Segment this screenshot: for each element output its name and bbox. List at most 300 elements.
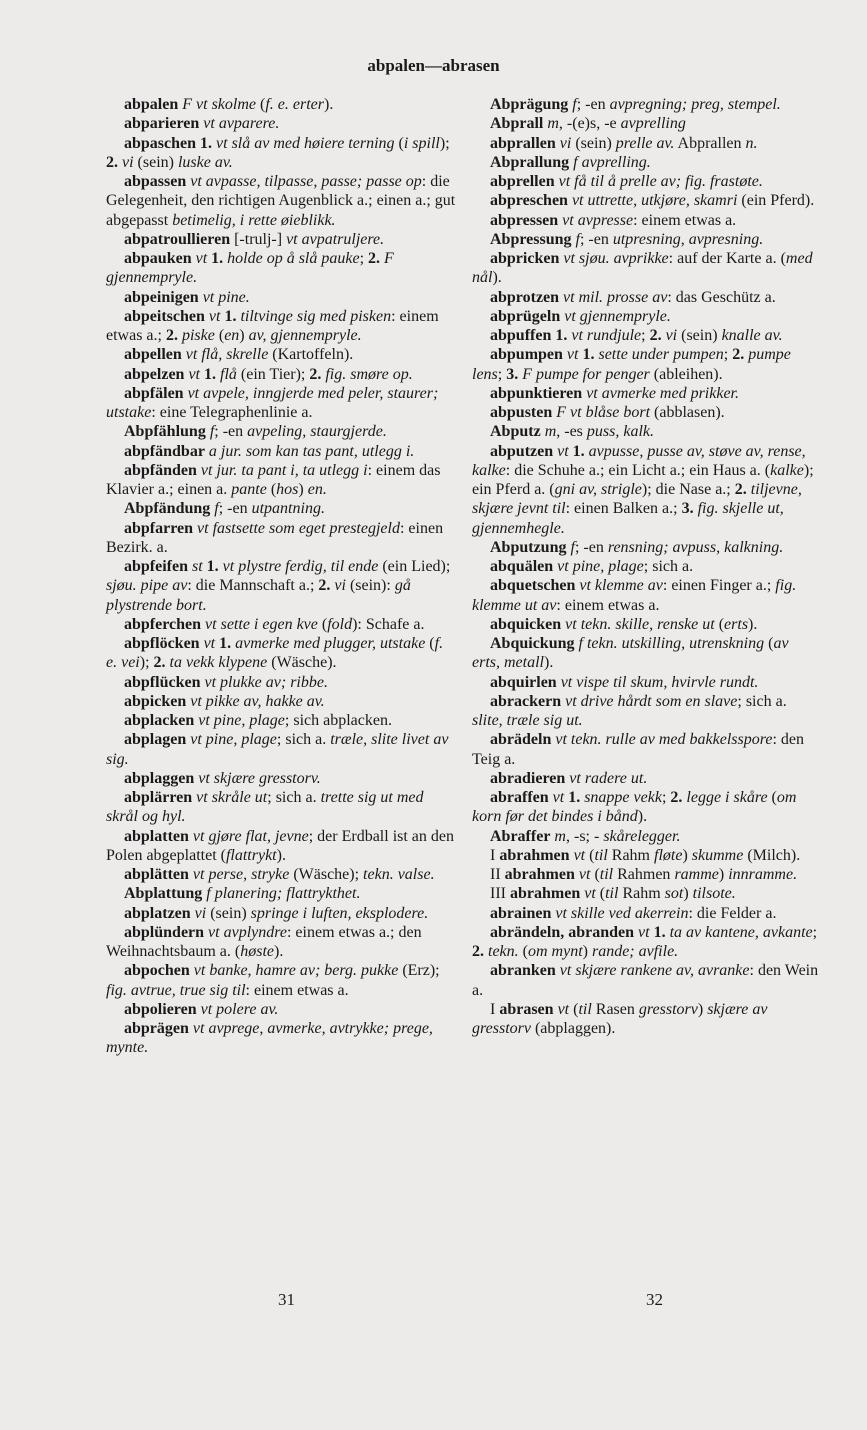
entry-text: : einen Balken a.; (565, 500, 682, 518)
italic-text: avpregning; preg, stempel. (609, 96, 781, 113)
entry-text: (sein) (571, 134, 616, 152)
dictionary-entry (472, 557, 820, 576)
entry-text: ( (590, 866, 600, 883)
dictionary-entry (106, 288, 456, 307)
italic-text: ta av kantene, avkante (669, 923, 813, 941)
dictionary-entry (472, 865, 820, 884)
dictionary-entry (106, 172, 456, 230)
headword: 2. (165, 327, 178, 344)
italic-text: hos (276, 481, 299, 498)
italic-text: om korn før det bindes i bånd (472, 789, 797, 826)
entry-text: ; -en (214, 423, 248, 441)
dictionary-entry (106, 519, 456, 558)
italic-text: springe i luften, eksplodere. (250, 904, 429, 922)
headword: abpolieren (124, 1000, 197, 1018)
headword: abpellen (124, 346, 182, 364)
entry-text: : einem etwas a.; den Weihnachtsbaum a. ( (106, 923, 422, 960)
entry-text: ( (595, 885, 606, 903)
headword: abplätten (124, 866, 189, 883)
headword: abprügeln (490, 307, 561, 325)
headword: abrädeln (490, 731, 552, 749)
entry-text: I (490, 846, 500, 864)
entry-text: ; (812, 923, 818, 941)
dictionary-entry (472, 230, 820, 249)
italic-text: vt tekn. rulle av med bakkelsspore (555, 731, 773, 749)
dictionary-entry (106, 884, 456, 903)
headword: abplatten (124, 827, 189, 845)
dictionary-entry (472, 114, 820, 133)
italic-text: vt gjøre flat, jevne (192, 827, 309, 845)
headword: abpassen (124, 173, 187, 190)
italic-text: vt plystre ferdig, til ende (222, 558, 379, 575)
headword: abpflöcken (124, 635, 200, 652)
dictionary-entry (106, 384, 456, 423)
headword: Abputzung (490, 538, 567, 556)
dictionary-entry (106, 827, 456, 866)
italic-text: vt drive hårdt som en slave (565, 692, 738, 710)
dictionary-entry (106, 442, 456, 461)
entry-text: : auf der Karte a. ( (668, 250, 786, 267)
dictionary-entry (472, 95, 820, 114)
headword: abpressen (490, 211, 559, 229)
italic-text: n. (745, 134, 758, 152)
entry-text: (Kartoffeln). (268, 346, 354, 364)
italic-text: f (570, 538, 575, 556)
italic-text: fløte (654, 846, 683, 864)
dictionary-entry (106, 634, 456, 673)
dictionary-entry (472, 288, 820, 307)
headword: abranken (490, 962, 556, 980)
entry-text: : einen Bezirk. a. (106, 519, 444, 556)
headword: Abputz (490, 423, 541, 441)
entry-text: ( (714, 615, 725, 633)
headword: abpochen (124, 962, 190, 980)
dictionary-entry (472, 403, 820, 422)
italic-text: vt flå, skrelle (185, 346, 269, 364)
italic-text: m (544, 423, 557, 441)
headword: 2. (106, 153, 118, 171)
headword: abpauken (124, 250, 192, 267)
headword: abprotzen (490, 288, 560, 306)
italic-text: betimelig, i rette øieblikk. (172, 211, 336, 229)
entry-text: ; sich a. (737, 692, 787, 710)
italic-text: vt avpasse, tilpasse, passe; passe op (190, 173, 422, 190)
italic-text: vt pine, plage (190, 731, 277, 749)
italic-text: vi (334, 577, 346, 595)
entry-text: ; -en (579, 230, 613, 248)
italic-text: avpeling, staurgjerde. (247, 423, 387, 441)
entry-text: ); (439, 134, 450, 152)
dictionary-entry (106, 692, 456, 711)
headword: 3. (681, 500, 694, 518)
dictionary-entry (106, 134, 456, 173)
entry-text: (ein Pferd). (737, 192, 815, 210)
dictionary-entry (472, 904, 820, 923)
running-header: abpalen—abrasen (367, 56, 500, 75)
italic-text: vt polere av. (200, 1000, 279, 1018)
dictionary-entry (472, 827, 820, 846)
headword: abprägen (124, 1020, 189, 1037)
italic-text: f avprelling. (573, 153, 651, 171)
entry-text: (Wäsche); (289, 866, 364, 883)
italic-text: knalle av. (721, 327, 783, 344)
dictionary-entry (106, 923, 456, 962)
dictionary-entry (106, 673, 456, 692)
entry-text: : einem das Klavier a.; einen a. (106, 461, 441, 498)
italic-text: rande; avfile. (591, 943, 679, 960)
headword: abpelzen (124, 365, 185, 383)
dictionary-entry (472, 961, 820, 1000)
headword: abplagen (124, 731, 187, 749)
dictionary-entry (106, 249, 456, 288)
italic-text: F pumpe for penger (522, 365, 650, 383)
italic-text: om mynt (527, 943, 583, 960)
entry-text: : die Gelegenheit, den richtigen Augenblick a.; einen a.; gut abgepasst (106, 173, 456, 229)
entry-text: ) (697, 1000, 708, 1018)
entry-text: ) (682, 846, 692, 864)
entry-text: (sein) (133, 153, 178, 171)
dictionary-entry (472, 673, 820, 692)
italic-text: vi (122, 153, 134, 171)
entry-text: : den Wein a. (472, 962, 819, 999)
entry-text: Abprallen (674, 134, 746, 152)
dictionary-entry (472, 788, 820, 827)
headword: 2. (649, 327, 662, 344)
dictionary-entry (472, 730, 820, 769)
dictionary-entry (106, 345, 456, 364)
italic-text: fig. klemme ut av (472, 577, 797, 614)
italic-text: vt slå av med høiere terning (216, 134, 395, 152)
headword: 2. (732, 346, 745, 364)
headword: abrändeln, abranden (490, 923, 635, 941)
headword: 2. (734, 481, 747, 498)
entry-text: Rahm (618, 885, 665, 903)
entry-text: (ableihen). (649, 365, 723, 383)
headword: abpusten (490, 404, 553, 421)
italic-text: vt (203, 635, 216, 652)
italic-text: vt banke, hamre av; berg. pukke (193, 962, 399, 980)
italic-text: høste (240, 943, 274, 960)
italic-text: vt avprege, avmerke, avtrykke; prege, mynte. (106, 1020, 433, 1057)
headword: 1. (568, 789, 581, 806)
italic-text: trette sig ut med skrål og hyl. (106, 789, 424, 826)
headword: 2. (368, 250, 381, 267)
dictionary-entry (472, 211, 820, 230)
dictionary-entry (106, 95, 456, 114)
entry-text: (Milch). (743, 846, 801, 864)
italic-text: f planering; flattrykthet. (206, 885, 361, 903)
headword: 1. (653, 923, 666, 941)
italic-text: f (209, 423, 215, 441)
entry-text: : das Geschütz a. (667, 288, 776, 306)
italic-text: skårelegger. (603, 827, 681, 845)
italic-text: vt sette i egen kve (205, 615, 318, 633)
headword: Abplattung (124, 885, 203, 903)
entry-text: ). (276, 846, 286, 864)
dictionary-entry (106, 114, 456, 133)
italic-text: vt pine. (202, 288, 250, 306)
italic-text: en (224, 327, 240, 344)
entry-text: : die Felder a. (688, 904, 777, 922)
dictionary-entry (106, 711, 456, 730)
headword: Abpfählung (124, 423, 206, 441)
dictionary-entry (106, 307, 456, 346)
entry-text: ; (641, 327, 650, 344)
italic-text: sjøu. pipe av (106, 577, 188, 595)
entry-text: : die Mannschaft a.; (187, 577, 319, 595)
italic-text: vt skjære rankene av, avranke (559, 962, 750, 980)
italic-text: skjære av gresstorv (472, 1000, 768, 1037)
italic-text: sot (664, 885, 684, 903)
headword: abquetschen (490, 577, 576, 595)
headword: abrainen (490, 904, 552, 922)
italic-text: avmerke med plugger, utstake (235, 635, 426, 652)
italic-text: F vt blåse bort (556, 404, 651, 421)
italic-text: av, gjennempryle. (248, 327, 362, 344)
entry-text: ). (274, 943, 284, 960)
italic-text: gå plystrende bort. (106, 577, 411, 614)
dictionary-entry (472, 923, 820, 962)
headword: 3. (506, 365, 519, 383)
italic-text: en. (307, 481, 327, 498)
headword: 1. (224, 307, 237, 325)
italic-text: vt plukke av; ribbe. (204, 673, 328, 691)
italic-text: vt (578, 866, 591, 883)
headword: abrahmen (504, 866, 575, 883)
headword: abpfarren (124, 519, 194, 537)
italic-text: vi (194, 904, 207, 922)
italic-text: vt (208, 307, 221, 325)
entry-text: ) (683, 885, 693, 903)
dictionary-entry (472, 634, 820, 673)
italic-text: vt pikke av, hakke av. (190, 692, 325, 710)
dictionary-entry (472, 422, 820, 441)
italic-text: vt få til å prelle av; fig. frastøte. (558, 173, 763, 190)
dictionary-entry (106, 788, 456, 827)
italic-text: vt (573, 846, 586, 864)
entry-text: (Wäsche). (267, 654, 337, 672)
entry-text: ; (661, 789, 671, 806)
entry-text: ). (323, 96, 334, 113)
italic-text: vt (188, 365, 200, 383)
entry-text: (sein) (206, 904, 251, 922)
headword: abpricken (490, 250, 560, 267)
entry-text: ( (256, 96, 266, 113)
headword: abradieren (490, 769, 566, 787)
dictionary-entry (106, 422, 456, 441)
italic-text: vt (195, 250, 208, 267)
italic-text: vt avmerke med prikker. (586, 384, 740, 402)
dictionary-entry (106, 730, 456, 769)
italic-text: pumpe lens (472, 346, 791, 383)
entry-text: III (490, 885, 510, 903)
entry-text: Rahmen (613, 866, 675, 883)
italic-text: F vt skolme (182, 96, 256, 113)
entry-text: : den Teig a. (472, 731, 804, 768)
entry-text: , -(e)s, -e (558, 115, 621, 133)
headword: abpeitschen (124, 307, 205, 325)
dictionary-entry (472, 172, 820, 191)
italic-text: puss, kalk. (586, 423, 655, 441)
italic-text: skumme (691, 846, 744, 864)
entry-text: ; (723, 346, 733, 364)
dictionary-entry (472, 191, 820, 210)
italic-text: erts (724, 615, 749, 633)
headword: abparieren (124, 115, 200, 133)
dictionary-entry (106, 961, 456, 1000)
italic-text: til (578, 1000, 592, 1018)
italic-text: vt mil. prosse av (563, 288, 668, 306)
dictionary-entry (106, 769, 456, 788)
entry-text: ) (239, 327, 249, 344)
dictionary-entry (472, 249, 820, 288)
entry-text: , -es (556, 423, 587, 441)
italic-text: tekn. (488, 943, 519, 960)
entry-text: ( (764, 635, 774, 652)
entry-text: Rahm (607, 846, 654, 864)
italic-text: træle, slite livet av sig. (106, 731, 449, 768)
entry-text: ( (425, 635, 435, 652)
headword: abpuffen 1. (490, 327, 568, 344)
entry-text: ); (139, 654, 154, 672)
italic-text: m (547, 115, 559, 133)
headword: abpfeifen (124, 558, 188, 575)
italic-text: prelle av. (615, 134, 675, 152)
headword: abpferchen (124, 615, 202, 633)
italic-text: vt (566, 346, 579, 364)
headword: abpaschen 1. (124, 134, 213, 152)
italic-text: f. e. vei (106, 635, 444, 672)
entry-text: ) (298, 481, 308, 498)
headword: abraffen (490, 789, 549, 806)
italic-text: piske (181, 327, 215, 344)
entry-text: (Erz); (398, 962, 440, 980)
headword: 1. (572, 442, 585, 460)
italic-text: vt skille ved akerrein (555, 904, 689, 922)
headword: abpatroullieren (124, 230, 231, 248)
entry-text: ( (585, 846, 595, 864)
italic-text: ramme (674, 866, 719, 883)
italic-text: vt avplyndre (208, 923, 287, 941)
headword: Abprallung (490, 153, 570, 171)
entry-text: ). (492, 269, 502, 287)
dictionary-entry (472, 576, 820, 615)
entry-text: (abplaggen). (530, 1020, 616, 1037)
entry-text: : einem etwas a.; (106, 307, 439, 344)
italic-text: vt avpele, inngjerde med peler, staurer; utstake (106, 384, 439, 421)
headword: abpeinigen (124, 288, 199, 306)
entry-text: ): Schafe a. (352, 615, 425, 633)
headword: abpicken (124, 692, 187, 710)
headword: abplündern (124, 923, 205, 941)
dictionary-entry (106, 865, 456, 884)
headword: abquicken (490, 615, 562, 633)
italic-text: vt (638, 923, 650, 941)
italic-text: vt tekn. skille, renske ut (565, 615, 715, 633)
dictionary-entry (472, 134, 820, 153)
entry-text: ). (637, 808, 648, 826)
entry-text: ; -en (576, 96, 610, 113)
entry-text: ) (582, 943, 592, 960)
headword: abplatzen (124, 904, 191, 922)
italic-text: utpresning, avpresning. (612, 230, 764, 248)
italic-text: vt radere ut. (569, 769, 648, 787)
dictionary-entry (472, 384, 820, 403)
entry-text: ) (718, 866, 729, 883)
headword: Abpressung (490, 230, 572, 248)
italic-text: kalke (770, 461, 804, 479)
italic-text: gresstorv (638, 1000, 698, 1018)
italic-text: fig. skjelle ut, gjennemhegle. (472, 500, 784, 537)
italic-text: m (554, 827, 566, 845)
italic-text: luske av. (177, 153, 233, 171)
headword: abrasen (499, 1000, 554, 1018)
italic-text: vt skråle ut (196, 789, 268, 806)
italic-text: vi (559, 134, 572, 152)
italic-text: til (594, 846, 608, 864)
headword: abprallen (490, 134, 556, 152)
italic-text: snappe vekk (584, 789, 662, 806)
headword: abpfälen (124, 384, 184, 402)
headword: 1. (219, 635, 232, 652)
entry-text: I (490, 1000, 500, 1018)
headword: 2. (472, 943, 484, 960)
entry-text: (sein): (345, 577, 395, 595)
headword: 2. (318, 577, 331, 595)
entry-text: ; sich a. (267, 789, 321, 806)
italic-text: av erts, metall (472, 635, 789, 672)
entry-text: : einen Finger a.; (662, 577, 776, 595)
entry-text: , -s; - (565, 827, 604, 845)
entry-text: ; sich a. (643, 558, 694, 575)
dictionary-entry (472, 153, 820, 172)
italic-text: f (214, 500, 219, 518)
entry-text: ; -en (218, 500, 252, 518)
italic-text: F gjennempryle. (106, 250, 394, 287)
dictionary-entry (472, 326, 820, 345)
dictionary-entry (106, 365, 456, 384)
headword: abpflücken (124, 673, 201, 691)
italic-text: vt pine, plage (198, 712, 285, 729)
headword: Abpfändung (124, 500, 211, 518)
italic-text: pante (231, 481, 267, 498)
italic-text: i spill (403, 134, 440, 152)
italic-text: tekn. valse. (363, 866, 435, 883)
italic-text: fold (327, 615, 353, 633)
italic-text: vt uttrette, utkjøre, skamri (571, 192, 738, 210)
dictionary-entry (106, 1000, 456, 1019)
entry-text: : die Schuhe a.; ein Licht a.; ein Haus a. ( (505, 461, 771, 479)
italic-text: st (192, 558, 203, 575)
italic-text: vi (665, 327, 678, 344)
entry-text: ); die Nase a.; (641, 481, 735, 498)
italic-text: flå (220, 365, 237, 383)
entry-text: ( (569, 1000, 579, 1018)
entry-text: : einem etwas a. (556, 596, 660, 614)
dictionary-entry (472, 846, 820, 865)
italic-text: utpantning. (251, 500, 325, 518)
headword: Abquickung (490, 635, 575, 652)
headword: abplacken (124, 712, 195, 729)
entry-text: : eine Telegraphenlinie a. (151, 404, 313, 421)
headword: abpfänden (124, 461, 197, 479)
headword: 2. (309, 365, 322, 383)
right-column (472, 95, 820, 1038)
italic-text: f (572, 96, 577, 113)
entry-text: : einem etwas a. (245, 981, 349, 999)
italic-text: vt sjøu. avprikke (563, 250, 669, 267)
dictionary-entry (106, 1019, 456, 1058)
